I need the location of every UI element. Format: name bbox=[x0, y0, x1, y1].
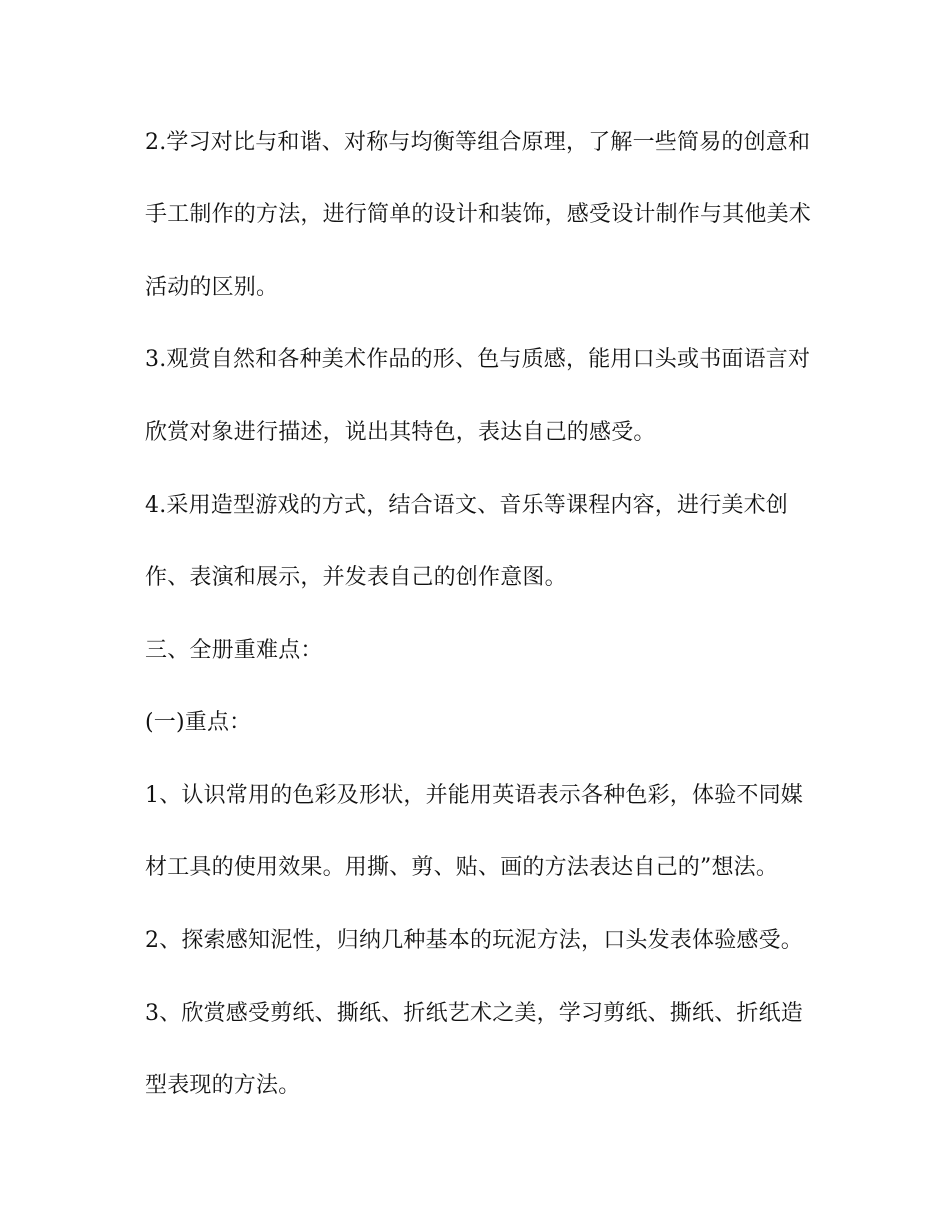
text-line-11: 材工具的使用效果。用撕、剪、贴、画的方法表达自己的”想法。 bbox=[145, 855, 779, 880]
text-line-7: 作、表演和展示，并发表自己的创作意图。 bbox=[145, 565, 567, 590]
text-line-6: 4.采用造型游戏的方式，结合语文、音乐等课程内容，进行美术创 bbox=[145, 493, 788, 518]
text-line-5: 欣赏对象进行描述，说出其特色，表达自己的感受。 bbox=[145, 420, 656, 445]
section-heading: 三、全册重难点： bbox=[145, 638, 323, 663]
text-line-13: 3、欣赏感受剪纸、撕纸、折纸艺术之美，学习剪纸、撕纸、折纸造 bbox=[145, 1001, 803, 1026]
subsection-heading: (一)重点： bbox=[145, 710, 252, 735]
text-line-10: 1、认识常用的色彩及形状，并能用英语表示各种色彩，体验不同媒 bbox=[145, 783, 803, 808]
text-line-1: 2.学习对比与和谐、对称与均衡等组合原理，了解一些简易的创意和 bbox=[145, 130, 811, 155]
text-line-3: 活动的区别。 bbox=[145, 275, 279, 300]
text-line-2: 手工制作的方法，进行简单的设计和装饰，感受设计制作与其他美术 bbox=[145, 202, 812, 227]
text-line-14: 型表现的方法。 bbox=[145, 1073, 301, 1098]
text-line-12: 2、探索感知泥性，归纳几种基本的玩泥方法，口头发表体验感受。 bbox=[145, 928, 803, 953]
text-line-4: 3.观赏自然和各种美术作品的形、色与质感，能用口头或书面语言对 bbox=[145, 347, 811, 372]
